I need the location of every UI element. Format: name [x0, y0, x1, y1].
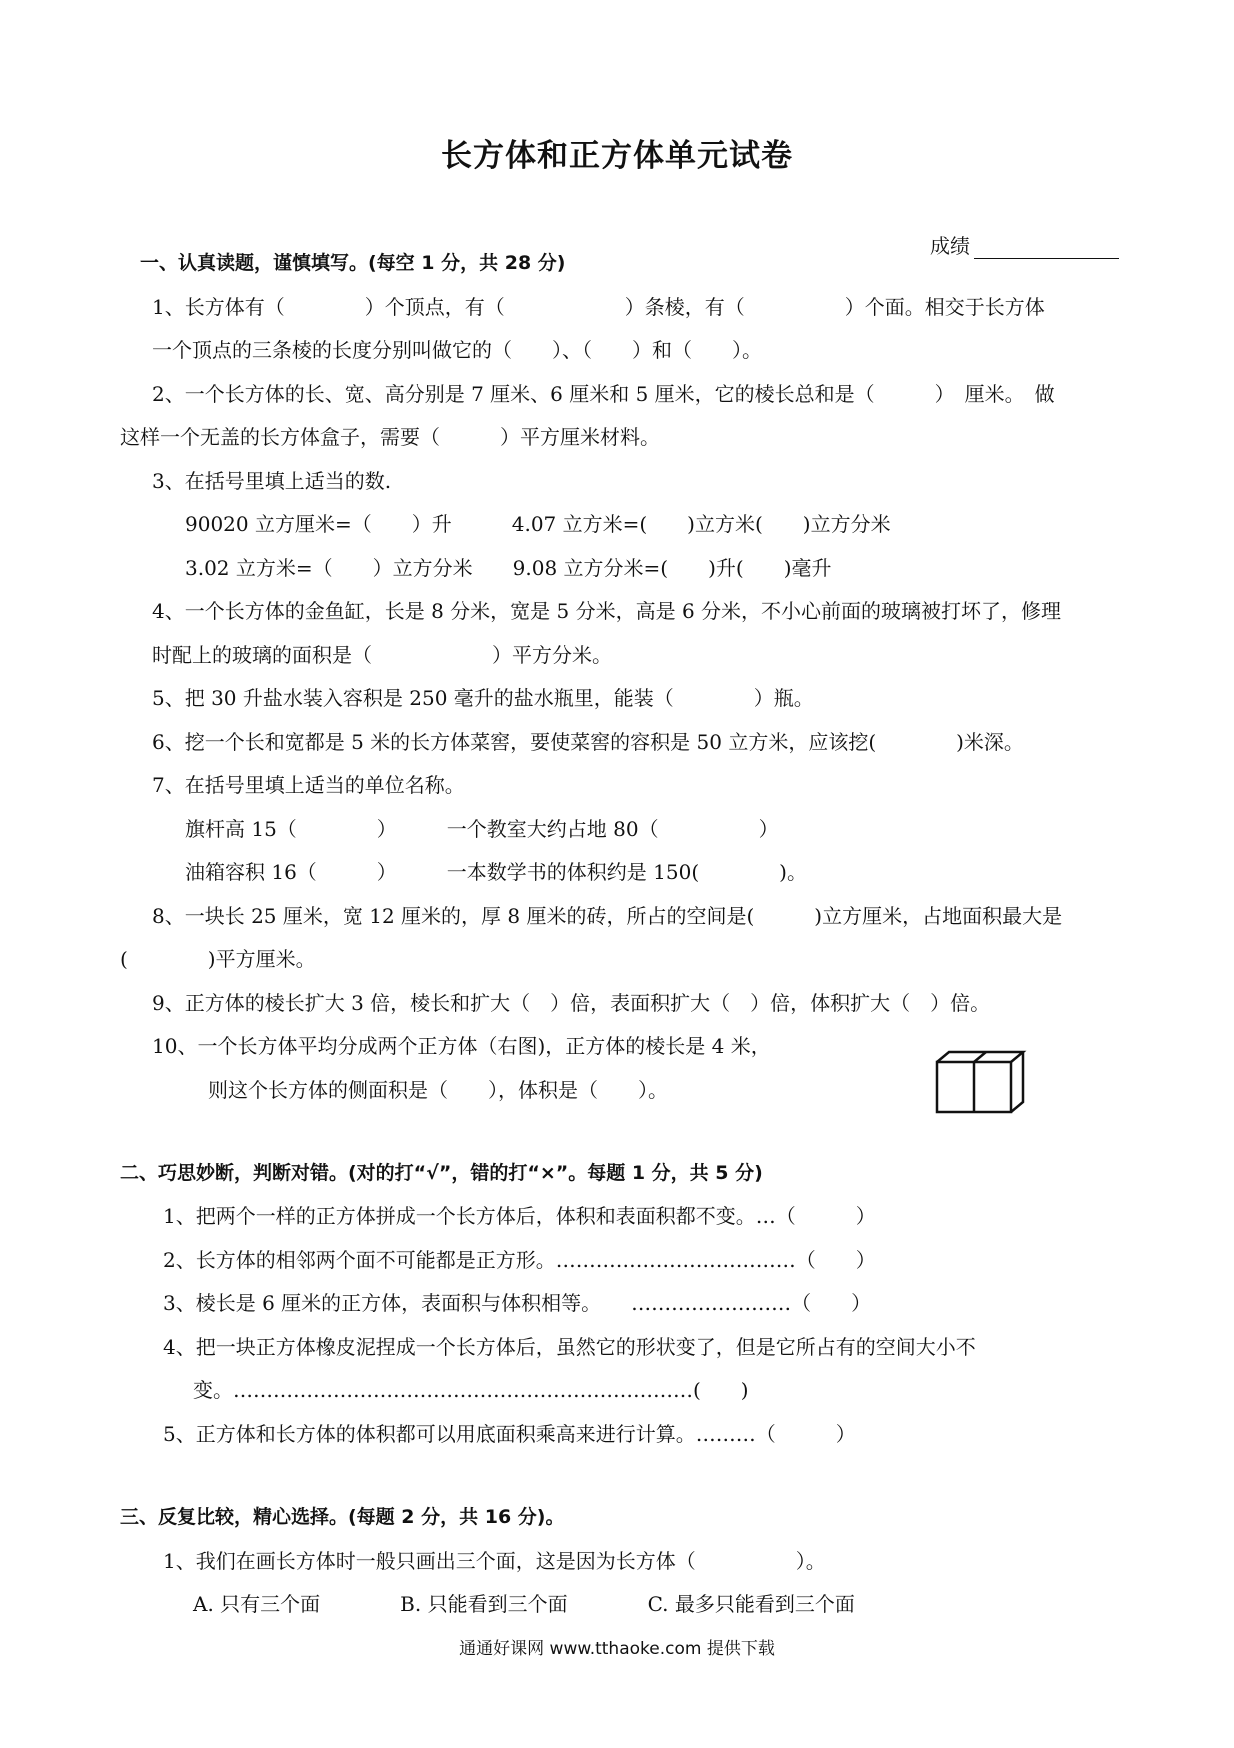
score-field	[930, 230, 1119, 259]
question-line: 时配上的玻璃的面积是（ ）平方分米。	[152, 643, 612, 667]
question-line: 5、正方体和长方体的体积都可以用底面积乘高来进行计算。………（ ）	[163, 1422, 856, 1446]
question-line: 2、一个长方体的长、宽、高分别是 7 厘米、6 厘米和 5 厘米，它的棱长总和是（ ） 厘米。 做	[152, 382, 1055, 406]
top-divider	[974, 1052, 986, 1062]
score-label: 成绩	[930, 234, 970, 258]
question-line: 3.02 立方米=（ ）立方分米 9.08 立方分米=( )升( )毫升	[185, 556, 832, 580]
question-line: 4、把一块正方体橡皮泥捏成一个长方体后，虽然它的形状变了，但是它所占有的空间大小不	[163, 1335, 976, 1359]
question-line: 1、把两个一样的正方体拼成一个长方体后，体积和表面积都不变。…（ ）	[163, 1204, 876, 1228]
question-line: 1、长方体有（ ）个顶点，有（ ）条棱，有（ ）个面。相交于长方体	[152, 295, 1045, 319]
question-line: 10、一个长方体平均分成两个正方体（右图)，正方体的棱长是 4 米，	[152, 1034, 771, 1058]
question-line: 8、一块长 25 厘米，宽 12 厘米的，厚 8 厘米的砖，所占的空间是( )立方厘米，占地面积最大是	[152, 904, 1063, 928]
question-line: 则这个长方体的侧面积是（ ），体积是（ ）。	[208, 1078, 668, 1102]
question-line: 90020 立方厘米=（ ）升 4.07 立方米=( )立方米( )立方分米	[185, 512, 891, 536]
question-line: 旗杆高 15（ ） 一个教室大约占地 80（ ）	[185, 817, 779, 841]
question-line: 2、长方体的相邻两个面不可能都是正方形。………………………………（ ）	[163, 1248, 876, 1272]
section-header: 三、反复比较，精心选择。(每题 2 分，共 16 分)。	[120, 1506, 565, 1528]
section-header: 一、认真读题，谨慎填写。(每空 1 分，共 28 分)	[140, 252, 566, 274]
question-line: 4、一个长方体的金鱼缸，长是 8 分米，宽是 5 分米，高是 6 分米，不小心前面的玻璃被打坏了，修理	[152, 599, 1062, 623]
score-blank[interactable]	[974, 238, 1119, 259]
section-header: 二、巧思妙断，判断对错。(对的打“√”，错的打“×”。每题 1 分，共 5 分)	[120, 1162, 763, 1184]
question-line: 7、在括号里填上适当的单位名称。	[152, 773, 465, 797]
question-line: 这样一个无盖的长方体盒子，需要（ ）平方厘米材料。	[120, 425, 660, 449]
question-line: 1、我们在画长方体时一般只画出三个面，这是因为长方体（ ）。	[163, 1549, 826, 1573]
question-line: A. 只有三个面 B. 只能看到三个面 C. 最多只能看到三个面	[193, 1592, 855, 1616]
question-line: 变。……………………………………………………………( )	[193, 1378, 749, 1402]
question-line: 5、把 30 升盐水装入容积是 250 毫升的盐水瓶里，能装（ ）瓶。	[152, 686, 814, 710]
two-cubes-figure	[935, 1050, 1035, 1114]
question-line: 3、在括号里填上适当的数.	[152, 469, 392, 493]
page-title: 长方体和正方体单元试卷	[441, 138, 793, 174]
question-line: 6、挖一个长和宽都是 5 米的长方体菜窖，要使菜窖的容积是 50 立方米，应该挖( )米深。	[152, 730, 1024, 754]
question-line: 3、棱长是 6 厘米的正方体，表面积与体积相等。 ……………………（ ）	[163, 1291, 872, 1315]
question-line: 一个顶点的三条棱的长度分别叫做它的（ ）、（ ）和（ ）。	[152, 338, 762, 362]
question-line: 9、正方体的棱长扩大 3 倍，棱长和扩大（ ）倍，表面积扩大（ ）倍，体积扩大（ ）倍。	[152, 991, 991, 1015]
question-line: ( )平方厘米。	[120, 947, 316, 971]
footer-text: 通通好课网 www.tthaoke.com 提供下载	[459, 1639, 775, 1659]
question-line: 油箱容积 16（ ） 一本数学书的体积约是 150( )。	[185, 860, 807, 884]
